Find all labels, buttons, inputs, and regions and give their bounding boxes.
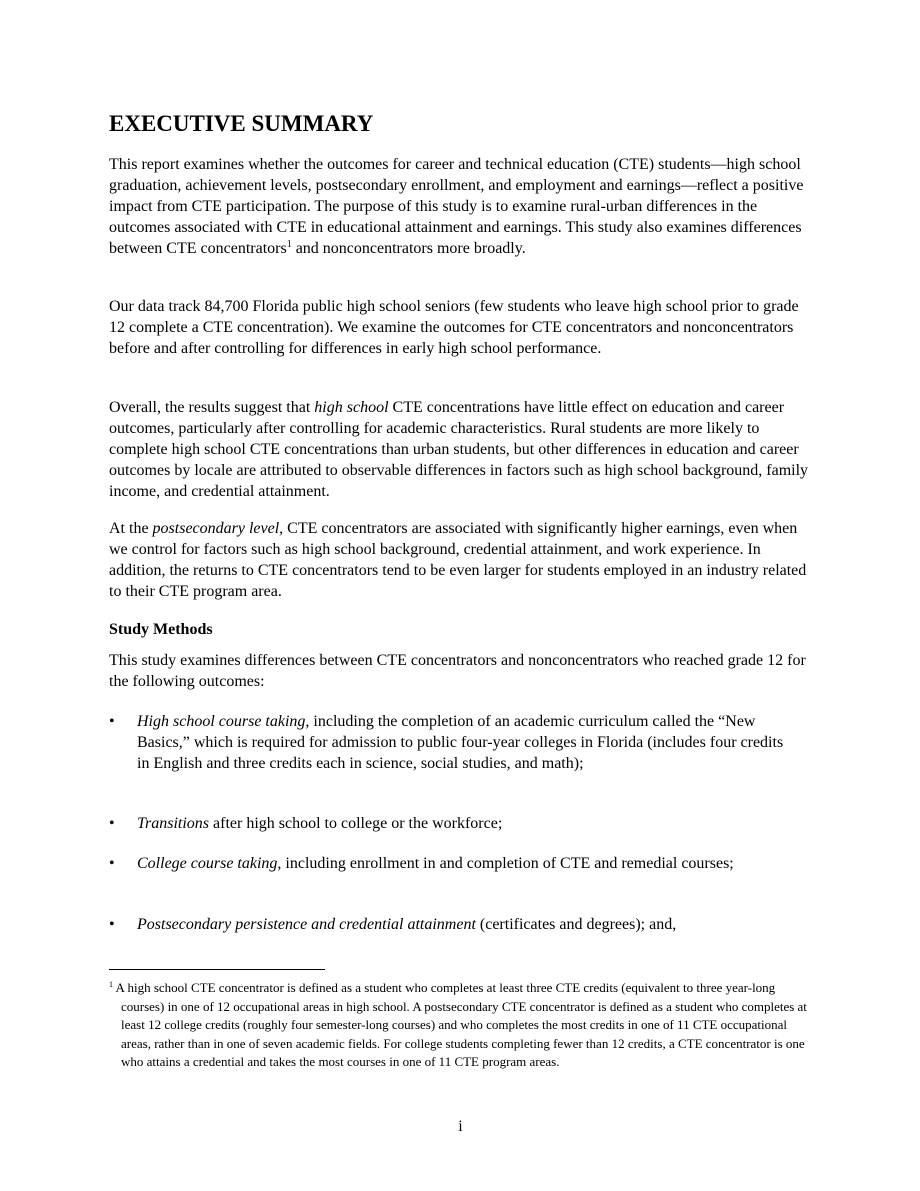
list-item-text: (certificates and degrees); and, [475, 916, 677, 933]
results-text-post: CTE concentrations have little effect on education and career outcomes, particularly after controlling for academic characteristics. Rural students are more likely to complete high school CTE concentrations than urban students, but other differences in education and career outcomes by locale are attributed to observable differences in factors such as high school background, family income, and credential attainment. [109, 399, 809, 500]
footnote-reference[interactable]: 1 [286, 239, 292, 250]
page-title: EXECUTIVE SUMMARY [109, 111, 374, 136]
list-item-text: after high school to college or the workforce; [209, 815, 503, 832]
list-item [109, 914, 787, 935]
data-paragraph: Our data track 84,700 Florida public high school seniors (few students who leave high school prior to grade 12 complete a CTE concentration). We examine the outcomes for CTE concentrators and nonconcentrators before and after controlling for differences in early high school performance. [109, 298, 799, 357]
postsecondary-text-pre: At the [109, 520, 153, 537]
list-item-emphasis: Postsecondary persistence and credential attainment [137, 916, 476, 933]
page-number: i [458, 1118, 463, 1135]
results-emphasis: high school [314, 399, 389, 416]
footnote [109, 979, 812, 1072]
list-item-emphasis: College course taking [137, 855, 278, 872]
bullet-icon: • [109, 855, 115, 872]
footnote-body [109, 979, 812, 1072]
footnote-divider [109, 969, 325, 970]
list-item [109, 813, 787, 834]
list-item-emphasis: High school course taking [137, 713, 306, 730]
footnote-text: A high school CTE concentrator is defined as a student who completes at least three CTE credits (equivalent to three year-long courses) in one of 12 occupational areas in high school. A postsecondary CTE concentrator is defined as a student who completes at least 12 college credits (roughly four semester-long courses) and who completes the most credits in one of 11 CTE occupational areas, rather than in one of seven academic fields. For college students completing fewer than 12 credits, a CTE concentrator is one who attains a credential and takes the most courses in one of 11 CTE program areas. [113, 980, 807, 1069]
results-paragraph [109, 397, 812, 502]
intro-text: This report examines whether the outcomes for career and technical education (CTE) students—high school graduation, achievement levels, postsecondary enrollment, and employment and earnings—reflect a positive impact from CTE participation. The purpose of this study is to examine rural-urban differences in the outcomes associated with CTE in educational attainment and earnings. This study also examines differences between CTE concentrators [109, 156, 804, 257]
list-item [109, 853, 787, 874]
bullet-icon: • [109, 916, 115, 933]
methods-paragraph: This study examines differences between CTE concentrators and nonconcentrators who reached grade 12 for the following outcomes: [109, 652, 806, 690]
footnote-mark: 1 [109, 980, 113, 989]
results-text-pre: Overall, the results suggest that [109, 399, 315, 416]
intro-paragraph [109, 154, 812, 259]
postsecondary-emphasis: postsecondary level [152, 520, 280, 537]
list-item [109, 711, 787, 774]
bullet-icon: • [109, 815, 115, 832]
list-item-text: , including the completion of an academic curriculum called the “New Basics,” which is required for admission to public four-year colleges in Florida (includes four credits in English and three credits each in science, social studies, and math); [137, 713, 784, 772]
bullet-icon: • [109, 713, 115, 730]
list-item-text: , including enrollment in and completion of CTE and remedial courses; [277, 855, 734, 872]
postsecondary-text-post: , CTE concentrators are associated with significantly higher earnings, even when we control for factors such as high school background, credential attainment, and work experience. In addition, the returns to CTE concentrators tend to be even larger for students employed in an industry related to their CTE program area. [109, 520, 807, 600]
list-item-emphasis: Transitions [137, 815, 210, 832]
section-heading: Study Methods [109, 621, 213, 638]
postsecondary-paragraph [109, 518, 812, 602]
intro-tail: and nonconcentrators more broadly. [291, 240, 526, 257]
